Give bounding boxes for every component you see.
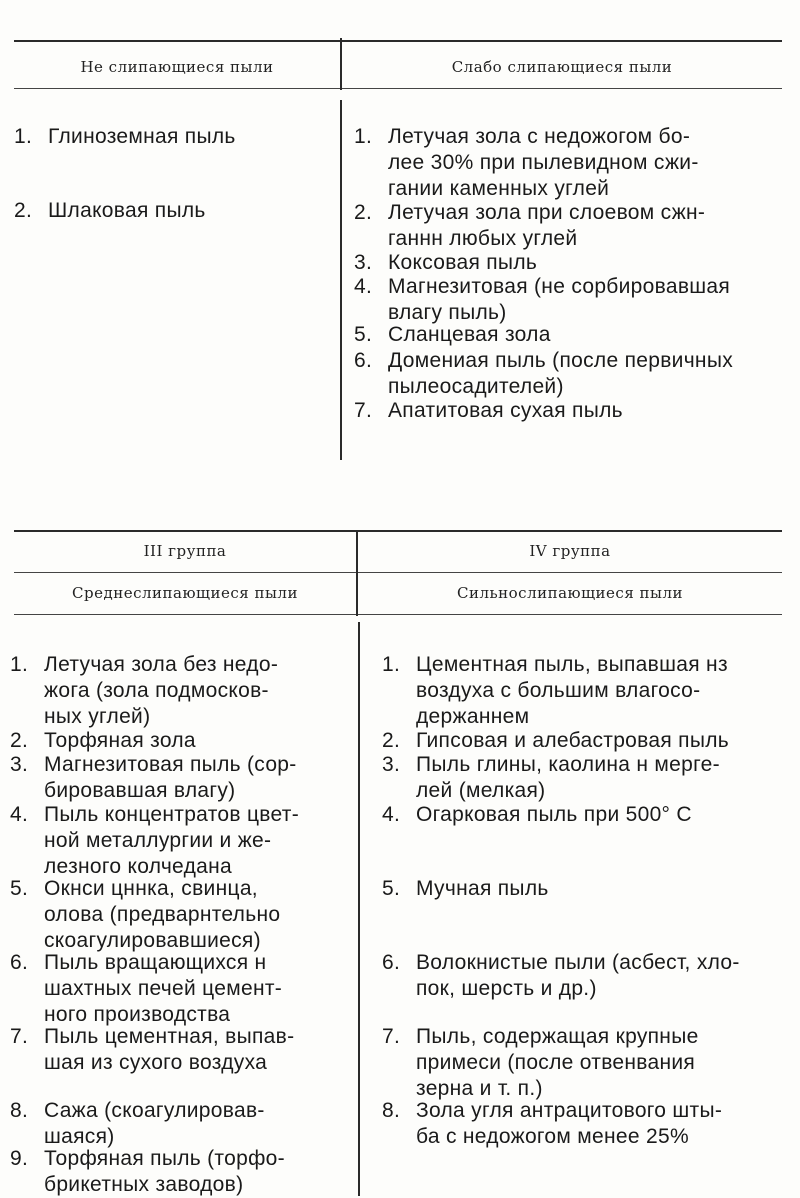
table2-left-group: III группа (143, 542, 227, 560)
list-item: 1. Летучая зола без недо- жога (зола подмосков- ных углей) (10, 653, 279, 728)
table2-left-header: Среднеслипающиеся пыли (72, 584, 298, 602)
list-item: 7. Пыль, содержащая крупные примеси (после отвенвания зерна и т. п.) (382, 1025, 699, 1100)
list-item: 6. Волокнистые пыли (асбест, хло- пок, шерсть и др.) (382, 951, 740, 1000)
list-item: 2. Гипсовая и алебастровая пыль (382, 729, 730, 752)
table1-left-header: Не слипающиеся пыли (80, 58, 274, 76)
list-item: 9. Торфяная пыль (торфо- брикетных заводов) (10, 1147, 285, 1196)
list-item: 7. Пыль цементная, выпав- шая из сухого воздуха (10, 1025, 295, 1074)
table2-header-rule (14, 614, 782, 615)
list-item: 2. Торфяная зола (10, 729, 196, 752)
list-item: 7. Апатитовая сухая пыль (354, 399, 623, 422)
table1-header-rule (14, 88, 782, 89)
list-item: 5. Окнси цннка, свинца, олова (предварнтельно скоагулировавшиеся) (10, 877, 281, 952)
list-item: 1. Цементная пыль, выпавшая нз воздуха с большим влагосо- держаннем (382, 653, 728, 728)
table2-right-header: Сильнослипающиеся пыли (456, 584, 684, 602)
list-item: 5. Мучная пыль (382, 877, 549, 900)
list-item: 3. Магнезитовая пыль (сор- бировавшая влагу) (10, 753, 297, 802)
list-item: 4. Пыль концентратов цвет- ной металлургии и же- лезного колчедана (10, 803, 299, 878)
list-item: 8. Сажа (скоагулировав- шаяся) (10, 1099, 265, 1148)
list-item: 1. Летучая зола с недожогом бо- лее 30% при пылевидном сжи- гании каменных углей (354, 125, 699, 200)
list-item: 3. Коксовая пыль (354, 251, 538, 274)
table1-right-header: Слабо слипающиеся пыли (451, 58, 673, 76)
table2-top-rule (14, 530, 782, 532)
list-item: 5. Сланцевая зола (354, 323, 551, 346)
table2-group-rule (14, 572, 782, 573)
list-item: 4. Магнезитовая (не сорбировавшая влагу пыль) (354, 275, 731, 324)
list-item: 6. Пыль вращающихся н шахтных печей цемент- ного производства (10, 951, 283, 1026)
list-item: 3. Пыль глины, каолина н мерге- лей (мелкая) (382, 753, 720, 802)
list-item: 4. Огарковая пыль при 500° С (382, 803, 692, 826)
list-item: 2. Шлаковая пыль (14, 199, 206, 222)
list-item: 8. Зола угля антрацитового шты- ба с недожогом менее 25% (382, 1099, 723, 1148)
list-item: 6. Домениая пыль (после первичных пылеосадителей) (354, 349, 734, 398)
list-item: 2. Летучая зола при слоевом сжн- ганнн любых углей (354, 201, 706, 250)
table2-column-divider-body (358, 622, 360, 1196)
list-item: 1. Глиноземная пыль (14, 125, 236, 148)
table1-column-divider-body (340, 100, 342, 460)
table1-top-rule (14, 40, 782, 42)
table2-right-group: IV группа (529, 542, 611, 560)
